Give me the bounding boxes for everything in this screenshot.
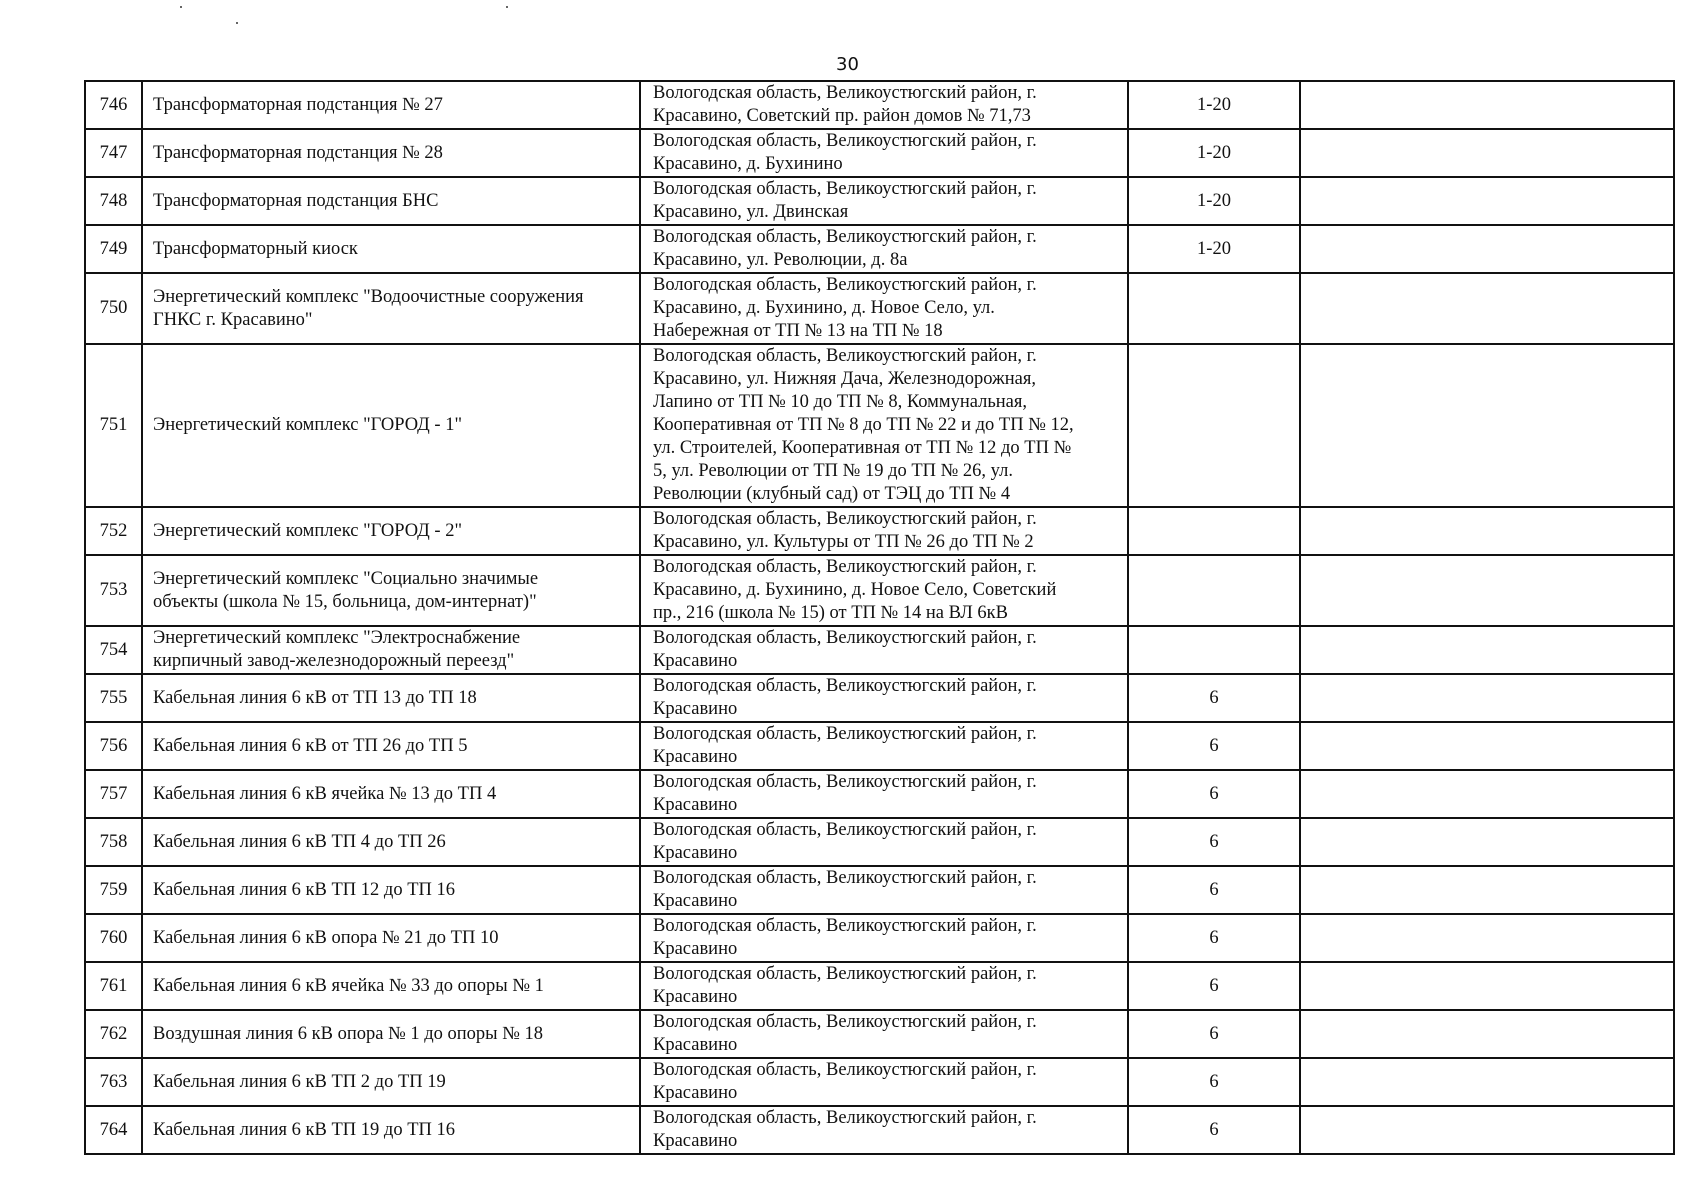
table-row (85, 507, 1674, 555)
empty-cell (1300, 507, 1674, 555)
empty-cell (1300, 81, 1674, 129)
row-number: 749 (85, 225, 142, 273)
table-row (85, 626, 1674, 674)
object-address: Вологодская область, Великоустюгский район, г. Красавино (640, 770, 1128, 818)
row-number: 763 (85, 1058, 142, 1106)
object-name: Энергетический комплекс "ГОРОД - 1" (142, 344, 640, 507)
object-value: 6 (1128, 866, 1300, 914)
object-address: Вологодская область, Великоустюгский район, г. Красавино (640, 962, 1128, 1010)
row-number: 754 (85, 626, 142, 674)
object-value: 1-20 (1128, 225, 1300, 273)
object-value: 1-20 (1128, 177, 1300, 225)
object-address: Вологодская область, Великоустюгский район, г. Красавино (640, 818, 1128, 866)
object-value (1128, 344, 1300, 507)
object-name: Кабельная линия 6 кВ от ТП 13 до ТП 18 (142, 674, 640, 722)
object-name: Энергетический комплекс "Электроснабжение кирпичный завод-железнодорожный переезд" (142, 626, 640, 674)
row-number: 764 (85, 1106, 142, 1154)
row-number: 762 (85, 1010, 142, 1058)
object-address: Вологодская область, Великоустюгский район, г. Красавино (640, 1106, 1128, 1154)
empty-cell (1300, 770, 1674, 818)
row-number: 746 (85, 81, 142, 129)
table-row (85, 1106, 1674, 1154)
object-value (1128, 555, 1300, 626)
empty-cell (1300, 555, 1674, 626)
object-name: Кабельная линия 6 кВ ячейка № 13 до ТП 4 (142, 770, 640, 818)
row-number: 755 (85, 674, 142, 722)
object-value: 6 (1128, 914, 1300, 962)
table-row (85, 344, 1674, 507)
row-number: 752 (85, 507, 142, 555)
object-name: Кабельная линия 6 кВ ТП 4 до ТП 26 (142, 818, 640, 866)
row-number: 759 (85, 866, 142, 914)
row-number: 761 (85, 962, 142, 1010)
empty-cell (1300, 914, 1674, 962)
row-number: 750 (85, 273, 142, 344)
table-row (85, 674, 1674, 722)
table-row (85, 866, 1674, 914)
row-number: 748 (85, 177, 142, 225)
object-value: 6 (1128, 1106, 1300, 1154)
object-address: Вологодская область, Великоустюгский район, г. Красавино (640, 722, 1128, 770)
object-value: 6 (1128, 1010, 1300, 1058)
row-number: 756 (85, 722, 142, 770)
table-row (85, 225, 1674, 273)
object-value: 6 (1128, 818, 1300, 866)
empty-cell (1300, 225, 1674, 273)
table-row (85, 1010, 1674, 1058)
table-row (85, 177, 1674, 225)
object-value: 6 (1128, 962, 1300, 1010)
row-number: 758 (85, 818, 142, 866)
object-name: Трансформаторный киоск (142, 225, 640, 273)
empty-cell (1300, 1058, 1674, 1106)
empty-cell (1300, 626, 1674, 674)
object-name: Энергетический комплекс "ГОРОД - 2" (142, 507, 640, 555)
page-number: 30 (836, 54, 859, 75)
object-address: Вологодская область, Великоустюгский район, г. Красавино, ул. Двинская (640, 177, 1128, 225)
objects-table (84, 80, 1675, 1155)
object-name: Кабельная линия 6 кВ ТП 12 до ТП 16 (142, 866, 640, 914)
table-row (85, 555, 1674, 626)
object-value: 1-20 (1128, 81, 1300, 129)
object-address: Вологодская область, Великоустюгский район, г. Красавино, Советский пр. район домов № 71,73 (640, 81, 1128, 129)
object-address: Вологодская область, Великоустюгский район, г. Красавино (640, 1058, 1128, 1106)
table-row (85, 722, 1674, 770)
object-name: Кабельная линия 6 кВ ТП 19 до ТП 16 (142, 1106, 640, 1154)
empty-cell (1300, 674, 1674, 722)
row-number: 751 (85, 344, 142, 507)
object-name: Кабельная линия 6 кВ опора № 21 до ТП 10 (142, 914, 640, 962)
object-value (1128, 507, 1300, 555)
table-row (85, 818, 1674, 866)
empty-cell (1300, 1010, 1674, 1058)
empty-cell (1300, 177, 1674, 225)
table-row (85, 770, 1674, 818)
object-address: Вологодская область, Великоустюгский район, г. Красавино (640, 1010, 1128, 1058)
object-name: Кабельная линия 6 кВ от ТП 26 до ТП 5 (142, 722, 640, 770)
row-number: 753 (85, 555, 142, 626)
object-address: Вологодская область, Великоустюгский район, г. Красавино (640, 674, 1128, 722)
empty-cell (1300, 129, 1674, 177)
object-name: Трансформаторная подстанция № 27 (142, 81, 640, 129)
object-address: Вологодская область, Великоустюгский район, г. Красавино (640, 626, 1128, 674)
object-name: Воздушная линия 6 кВ опора № 1 до опоры № 18 (142, 1010, 640, 1058)
scan-speck (506, 6, 508, 8)
table-row (85, 962, 1674, 1010)
object-value (1128, 273, 1300, 344)
object-value: 6 (1128, 722, 1300, 770)
object-address: Вологодская область, Великоустюгский район, г. Красавино, д. Бухинино (640, 129, 1128, 177)
object-value: 6 (1128, 674, 1300, 722)
empty-cell (1300, 273, 1674, 344)
table-row (85, 914, 1674, 962)
table-row (85, 81, 1674, 129)
object-value: 1-20 (1128, 129, 1300, 177)
object-value: 6 (1128, 1058, 1300, 1106)
object-value: 6 (1128, 770, 1300, 818)
object-address: Вологодская область, Великоустюгский район, г. Красавино, ул. Революции, д. 8а (640, 225, 1128, 273)
empty-cell (1300, 962, 1674, 1010)
table-row (85, 1058, 1674, 1106)
object-name: Кабельная линия 6 кВ ячейка № 33 до опоры № 1 (142, 962, 640, 1010)
empty-cell (1300, 866, 1674, 914)
object-value (1128, 626, 1300, 674)
object-name: Энергетический комплекс "Водоочистные сооружения ГНКС г. Красавино" (142, 273, 640, 344)
table-row (85, 273, 1674, 344)
object-address: Вологодская область, Великоустюгский район, г. Красавино, ул. Нижняя Дача, Железнодорожная, Лапино от ТП № 10 до ТП № 8, Коммунальная, Кооперативная от ТП № 8 до ТП № 22 и до ТП № 12, ул. Строителей, Кооперативная от ТП № 12 до ТП № 5, ул. Революции от ТП № 19 до ТП № 26, ул. Революции (клубный сад) от ТЭЦ до ТП № 4 (640, 344, 1128, 507)
objects-table-body (85, 81, 1674, 1154)
object-address: Вологодская область, Великоустюгский район, г. Красавино (640, 866, 1128, 914)
empty-cell (1300, 818, 1674, 866)
object-name: Трансформаторная подстанция БНС (142, 177, 640, 225)
object-address: Вологодская область, Великоустюгский район, г. Красавино, ул. Культуры от ТП № 26 до ТП № 2 (640, 507, 1128, 555)
empty-cell (1300, 722, 1674, 770)
scan-speck (180, 6, 182, 8)
object-address: Вологодская область, Великоустюгский район, г. Красавино, д. Бухинино, д. Новое Село, Советский пр., 216 (школа № 15) от ТП № 14 на ВЛ 6кВ (640, 555, 1128, 626)
scan-speck (236, 22, 238, 24)
object-name: Энергетический комплекс "Социально значимые объекты (школа № 15, больница, дом-интернат)" (142, 555, 640, 626)
empty-cell (1300, 344, 1674, 507)
row-number: 757 (85, 770, 142, 818)
object-name: Трансформаторная подстанция № 28 (142, 129, 640, 177)
row-number: 747 (85, 129, 142, 177)
empty-cell (1300, 1106, 1674, 1154)
row-number: 760 (85, 914, 142, 962)
object-name: Кабельная линия 6 кВ ТП 2 до ТП 19 (142, 1058, 640, 1106)
object-address: Вологодская область, Великоустюгский район, г. Красавино, д. Бухинино, д. Новое Село, ул. Набережная от ТП № 13 на ТП № 18 (640, 273, 1128, 344)
table-row (85, 129, 1674, 177)
object-address: Вологодская область, Великоустюгский район, г. Красавино (640, 914, 1128, 962)
